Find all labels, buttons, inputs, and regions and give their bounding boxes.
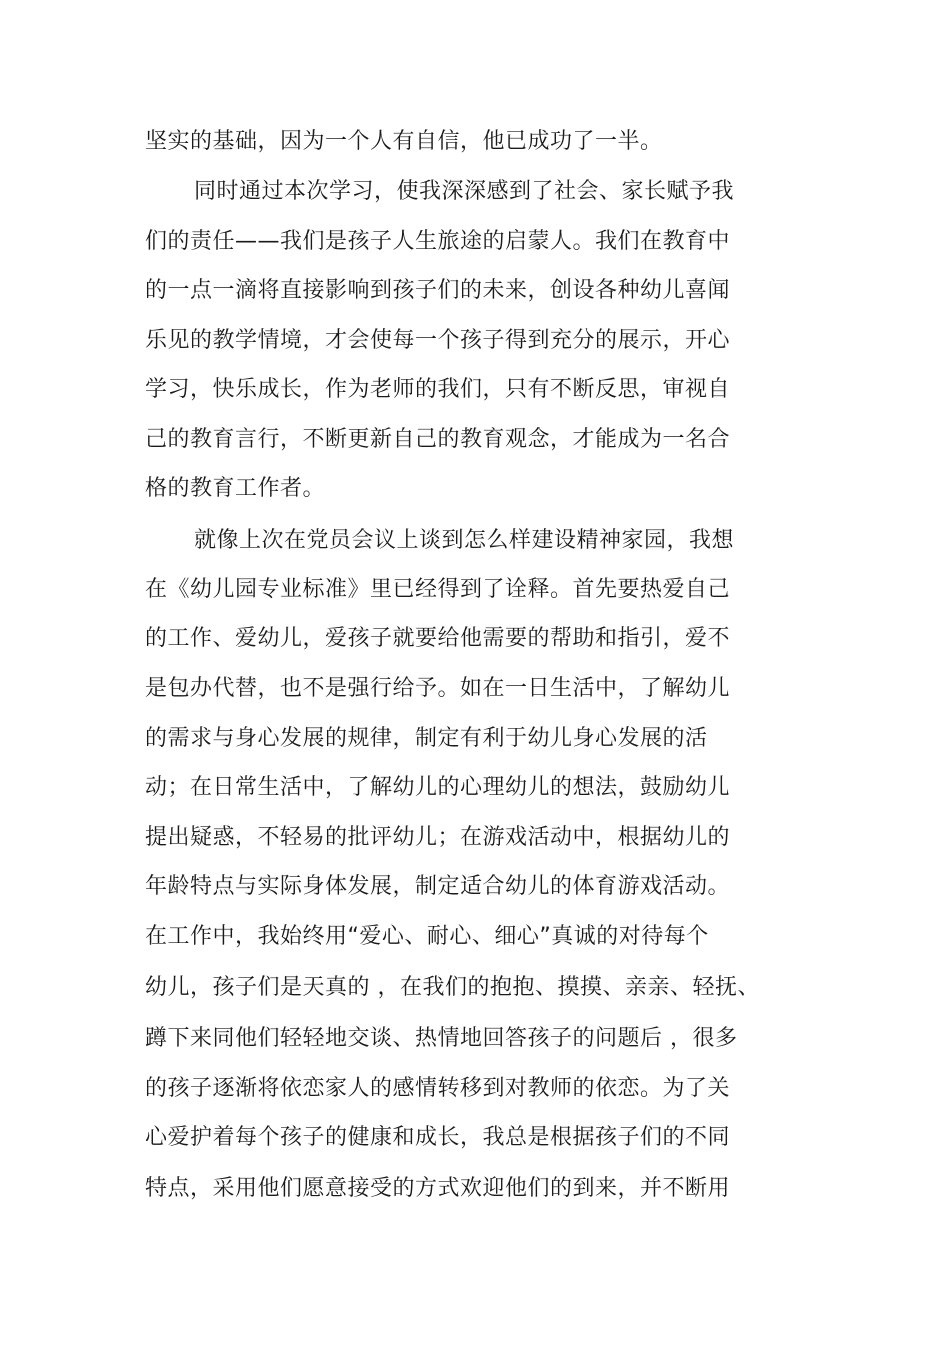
text-line: 幼儿，孩子们是天真的 ，在我们的抱抱、摸摸、亲亲、轻抚、	[145, 975, 760, 1000]
text-line: 学习，快乐成长，作为老师的我们，只有不断反思，审视自	[145, 377, 731, 402]
text-line: 提出疑惑，不轻易的批评幼儿；在游戏活动中，根据幼儿的	[145, 825, 731, 850]
text-line: 年龄特点与实际身体发展，制定适合幼儿的体育游戏活动。	[145, 874, 731, 899]
text-line: 的工作、爱幼儿，爱孩子就要给他需要的帮助和指引，爱不	[145, 626, 731, 651]
text-line: 在《幼儿园专业标准》里已经得到了诠释。首先要热爱自己	[145, 577, 731, 602]
text-line: 乐见的教学情境，才会使每一个孩子得到充分的展示，开心	[145, 328, 731, 353]
text-line: 的需求与身心发展的规律，制定有利于幼儿身心发展的活	[145, 726, 708, 751]
text-line: 心爱护着每个孩子的健康和成长，我总是根据孩子们的不同	[145, 1125, 731, 1150]
text-line: 特点，采用他们愿意接受的方式欢迎他们的到来，并不断用	[145, 1176, 731, 1201]
text-line: 的一点一滴将直接影响到孩子们的未来，创设各种幼儿喜闻	[145, 278, 731, 303]
text-line: 坚实的基础，因为一个人有自信，他已成功了一半。	[145, 129, 663, 154]
text-line: 的孩子逐渐将依恋家人的感情转移到对教师的依恋。为了关	[145, 1076, 731, 1101]
text-line: 就像上次在党员会议上谈到怎么样建设精神家园，我想	[194, 528, 735, 553]
text-line: 动；在日常生活中，了解幼儿的心理幼儿的想法，鼓励幼儿	[145, 775, 731, 800]
text-line: 们的责任——我们是孩子人生旅途的启蒙人。我们在教育中	[145, 229, 731, 254]
text-line: 格的教育工作者。	[145, 476, 326, 501]
text-line: 是包办代替，也不是强行给予。如在一日生活中，了解幼儿	[145, 676, 731, 701]
text-line: 在工作中，我始终用“爱心、耐心、细心”真诚的对待每个	[145, 924, 709, 949]
text-line: 同时通过本次学习，使我深深感到了社会、家长赋予我	[194, 179, 735, 204]
text-line: 己的教育言行，不断更新自己的教育观念，才能成为一名合	[145, 427, 731, 452]
text-line: 蹲下来同他们轻轻地交谈、热情地回答孩子的问题后 ，很多	[145, 1026, 738, 1051]
